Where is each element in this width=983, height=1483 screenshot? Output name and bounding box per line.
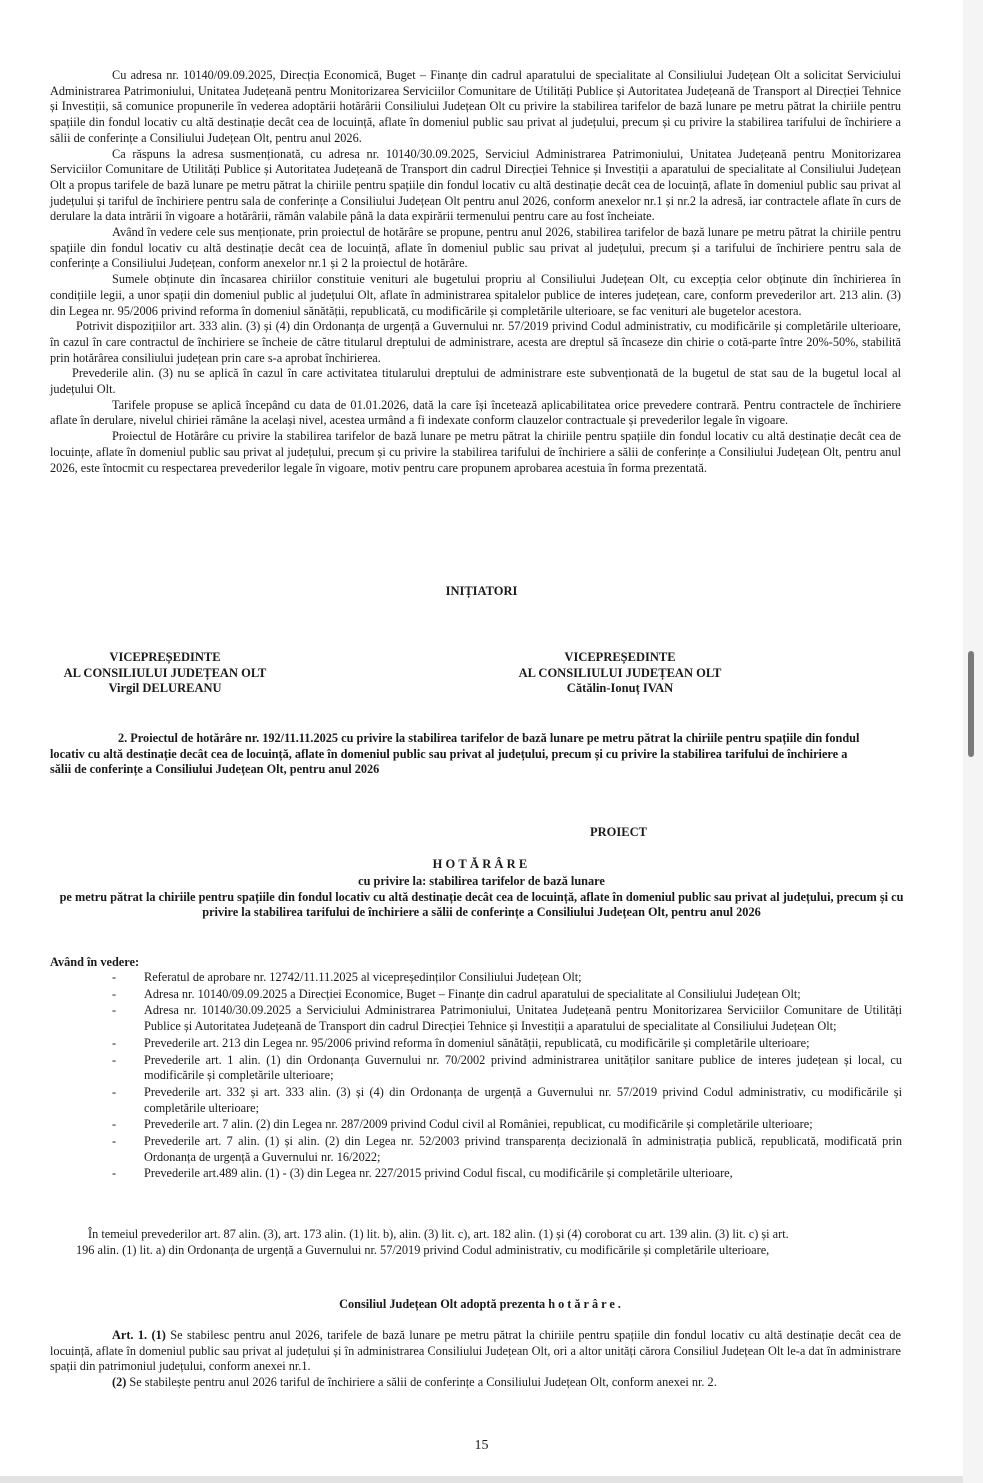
proiect-label: PROIECT [590, 825, 647, 839]
page-number: 15 [474, 1438, 489, 1453]
avand-in-vedere-label: Având în vedere: [50, 955, 140, 969]
hotarare-subtitle [50, 874, 913, 921]
signer-name: Virgil DELUREANU [108, 681, 222, 695]
dash-bullet-icon: - [112, 1166, 117, 1181]
dash-bullet-icon: - [112, 1084, 117, 1099]
paragraph: Cu adresa nr. 10140/09.09.2025, Direcția Economică, Buget – Finanțe din cadrul aparatului de specialitate al Consiliului Județean Olt a solicitat Serviciului Administrarea Patrimoniului, Unitatea Județeană pentru Monitorizarea Serviciilor Comunitare de Utilități Publice și Autoritatea Județeană de Transport al Direcției Tehnice și Investiții, să comunice propunerile în vederea adoptării hotărârii Consiliului Județean Olt cu privire la stabilirea tarifelor de bază lunare pe metru pătrat la chiriile pentru spațiile din fondul locativ cu altă destinație decât cea de locuință, aflate în domeniul public sau privat al județului, precum și cu privire la stabilirea tarifului de închiriere a sălii de conferințe a Consiliului Județean Olt, pentru anul 2026. [50, 68, 901, 145]
section-2-text: 2. Proiectul de hotărâre nr. 192/11.11.2025 cu privire la stabilirea tarifelor de bază lunare pe metru pătrat la chiriile pentru spațiile din fondul locativ cu altă destinație decât cea de locuință, aflate în domeniul public sau privat al județului, precum și cu privire la stabilirea tarifului de închiriere a sălii de conferințe a Consiliului Județean Olt, pentru anul 2026 [50, 731, 860, 777]
signer-org: AL CONSILIULUI JUDEȚEAN OLT [518, 665, 722, 680]
page-separator [0, 1476, 963, 1483]
article-1 [50, 1328, 901, 1391]
dash-bullet-icon: - [112, 1035, 117, 1050]
signer-title: VICEPREȘEDINTE [564, 650, 676, 664]
signer-org: AL CONSILIULUI JUDEȚEAN OLT [63, 665, 267, 680]
paragraph: Proiectul de Hotărâre cu privire la stabilirea tarifelor de bază lunare pe metru pătrat la chiriile pentru spațiile din fondul locativ cu altă destinație decât cea de locuințe, aflate în domeniul public sau privat al județului, precum și cu privire la stabilirea tarifului de închiriere a sălii de conferințe a Consiliului Județean Olt, pentru anul 2026, este întocmit cu respectarea prevederilor legale în vigoare, motiv pentru care propunem aprobarea acestuia în forma prezentată. [50, 429, 901, 475]
signer-title: VICEPREȘEDINTE [109, 650, 221, 664]
adopta-prefix: Consiliul Județean Olt adoptă prezenta [339, 1297, 546, 1311]
alin-label: (2) [112, 1375, 127, 1390]
section-2-heading [50, 731, 868, 778]
signer-name: Cătălin-Ionuț IVAN [566, 681, 674, 695]
scrollbar-thumb[interactable] [968, 651, 974, 757]
initiatori-heading: INIȚIATORI [445, 584, 518, 598]
list-item: - Prevederile art. 332 și art. 333 alin. (3) și (4) din Ordonanța de urgență a Guvernului nr. 57/2019 privind Codul administrativ, cu modificările și completările ulterioare; [112, 1084, 902, 1115]
adopta-hotarare: hotărâre. [548, 1297, 624, 1311]
article-1-alin-1: Art. 1. (1) Se stabilesc pentru anul 2026, tarifele de bază lunare pe metru pătrat la chiriile pentru spațiile din fondul locativ cu altă destinație decât cea de locuință, aflate în domeniul public sau privat al județului și în administrarea Consiliului Județean Olt, ori a altor unități cărora Consiliul Județean Olt le-a dat în administrare spații din patrimoniul județului, conform anexei nr.1. [50, 1328, 901, 1374]
temei-legal [76, 1227, 888, 1258]
list-item: - Adresa nr. 10140/30.09.2025 a Serviciului Administrarea Patrimoniului, Unitatea Județeană pentru Monitorizarea Serviciilor Comunitare de Utilități Publice și Autoritatea Județeană de Transport din cadrul Direcției Tehnice și Investiții a aparatului de specialitate al Consiliului Județean Olt; [112, 1003, 902, 1034]
paragraph: Ca răspuns la adresa susmenționată, cu adresa nr. 10140/30.09.2025, Serviciul Administrarea Patrimoniului, Unitatea Județeană pentru Monitorizarea Serviciilor Comunitare de Utilități Publice și Autoritatea Județeană de Transport din cadrul Direcției Tehnice și Investiții a aparatului de specialitate al Consiliului Județean Olt a propus tarifele de bază lunare pe metru pătrat la chiriile pentru spațiile din fondul locativ cu altă destinație decât cea de locuință, aflate în domeniul public sau privat al județului și tariful de închiriere pentru sala de conferințe a Consiliului Județean Olt pentru anul 2026, conform anexelor nr.1 și nr.2 la adresă, iar contractele aflate în curs de derulare la data intrării în vigoare a hotărârii, rămân valabile până la data expirării termenului pentru care au fost încheiate. [50, 146, 901, 224]
subtitle-line-2: pe metru pătrat la chiriile pentru spațiile din fondul locativ cu altă destinație decât cea de locuință, aflate în domeniul public sau privat al județului, precum și cu privire la stabilirea tarifului de închiriere a sălii de conferințe a Consiliului Județean Olt, pentru anul 2026 [59, 889, 904, 919]
dash-bullet-icon: - [112, 1052, 117, 1067]
avand-in-vedere-list [112, 970, 902, 1183]
article-label: Art. 1. (1) [112, 1328, 166, 1342]
paragraph: Tarifele propuse se aplică începând cu data de 01.01.2026, dată la care își încetează aplicabilitatea orice prevedere contrară. Pentru contractele de închiriere aflate în derulare, nivelul chiriei rămâne la același nivel, acestea urmând a fi indexate conform clauzelor contractuale și prevederilor legale în vigoare. [50, 397, 901, 428]
paragraph: Sumele obținute din încasarea chiriilor constituie venituri ale bugetului propriu al Consiliului Județean Olt, cu excepția celor obținute din închirierea în condițiile legii, a unor spații din domeniul public al județului Olt, aflate în administrarea spitalelor publice de interes județean, care, conform prevederilor art. 213 alin. (3) din Legea nr. 95/2006 privind reforma în domeniul sănătății, republicată, cu modificările și completările ulterioare, se fac venituri ale bugetelor acestora. [50, 272, 901, 318]
referat-body [50, 68, 901, 476]
dash-bullet-icon: - [112, 986, 117, 1001]
list-item: - Adresa nr. 10140/09.09.2025 a Direcției Economice, Buget – Finanțe din cadrul aparatului de specialitate al Consiliului Județean Olt; [112, 986, 801, 1001]
paragraph: Potrivit dispozițiilor art. 333 alin. (3) și (4) din Ordonanța de urgență a Guvernului nr. 57/2019 privind Codul administrativ, cu modificările și completările ulterioare, în cazul în care contractul de închiriere se încheie de către titularul dreptului de administrare, acesta are dreptul să încaseze din chirie o cotă-parte între 20%-50%, stabilită prin hotărârea consiliului județean prin care s-a aprobat închirierea. [50, 319, 901, 365]
list-item: - Prevederile art.489 alin. (1) - (3) din Legea nr. 227/2015 privind Codul fiscal, cu modificările și completările ulterioare, [112, 1166, 733, 1181]
list-item: - Referatul de aprobare nr. 12742/11.11.2025 al vicepreședinților Consiliului Județean Olt; [112, 970, 582, 984]
signature-block-left [40, 650, 290, 697]
paragraph: Prevederile alin. (3) nu se aplică în cazul în care activitatea titularului dreptului de administrare este subvenționată de la bugetul de stat sau de la bugetul local al județului Olt. [50, 366, 901, 397]
dash-bullet-icon: - [112, 970, 117, 984]
temei-line-1: În temeiul prevederilor art. 87 alin. (3), art. 173 alin. (1) lit. b), alin. (3) lit. c), art. 182 alin. (1) și (4) coroborat cu art. 139 alin. (3) lit. c) și art. [88, 1227, 789, 1241]
subtitle-line-1: cu privire la: stabilirea tarifelor de bază lunare [358, 874, 605, 888]
adopta-statement [0, 1297, 963, 1312]
dash-bullet-icon: - [112, 1003, 117, 1018]
hotarare-title: HOTĂRÂRE [432, 857, 531, 871]
list-item: - Prevederile art. 7 alin. (1) și alin. (2) din Legea nr. 52/2003 privind transparența decizională în administrația publică, republicată, modificată prin Ordonanța de urgență a Guvernului nr. 16/2022; [112, 1134, 902, 1164]
dash-bullet-icon: - [112, 1134, 117, 1149]
temei-line-2: 196 alin. (1) lit. a) din Ordonanța de urgență a Guvernului nr. 57/2019 privind Codul administrativ, cu modificările și completările ulterioare, [76, 1242, 770, 1257]
dash-bullet-icon: - [112, 1117, 117, 1132]
paragraph: Având în vedere cele sus menționate, prin proiectul de hotărâre se propune, pentru anul 2026, stabilirea tarifelor de bază lunare pe metru pătrat la chiriile pentru spațiile din fondul locativ cu altă destinație decât cea de locuință, aflate în domeniul public sau privat al județului, precum și a tarifului de închiriere pentru sala de conferințe a Consiliului Județean, conform anexelor nr.1 și 2 la proiectul de hotărâre. [50, 225, 901, 271]
signature-block-right [460, 650, 780, 697]
list-item: - Prevederile art. 1 alin. (1) din Ordonanța Guvernului nr. 70/2002 privind administrarea unităților sanitare publice de interes județean și local, cu modificările și completările ulterioare; [112, 1052, 902, 1083]
list-item: - Prevederile art. 7 alin. (2) din Legea nr. 287/2009 privind Codul civil al României, republicat, cu modificările și completările ulterioare; [112, 1117, 813, 1132]
list-item: - Prevederile art. 213 din Legea nr. 95/2006 privind reforma în domeniul sănătății, republicată, cu modificările și completările ulterioare; [112, 1035, 810, 1050]
article-1-alin-2: (2) Se stabilește pentru anul 2026 tariful de închiriere a sălii de conferințe a Consiliului Județean Olt, conform anexei nr. 2. [112, 1375, 717, 1390]
